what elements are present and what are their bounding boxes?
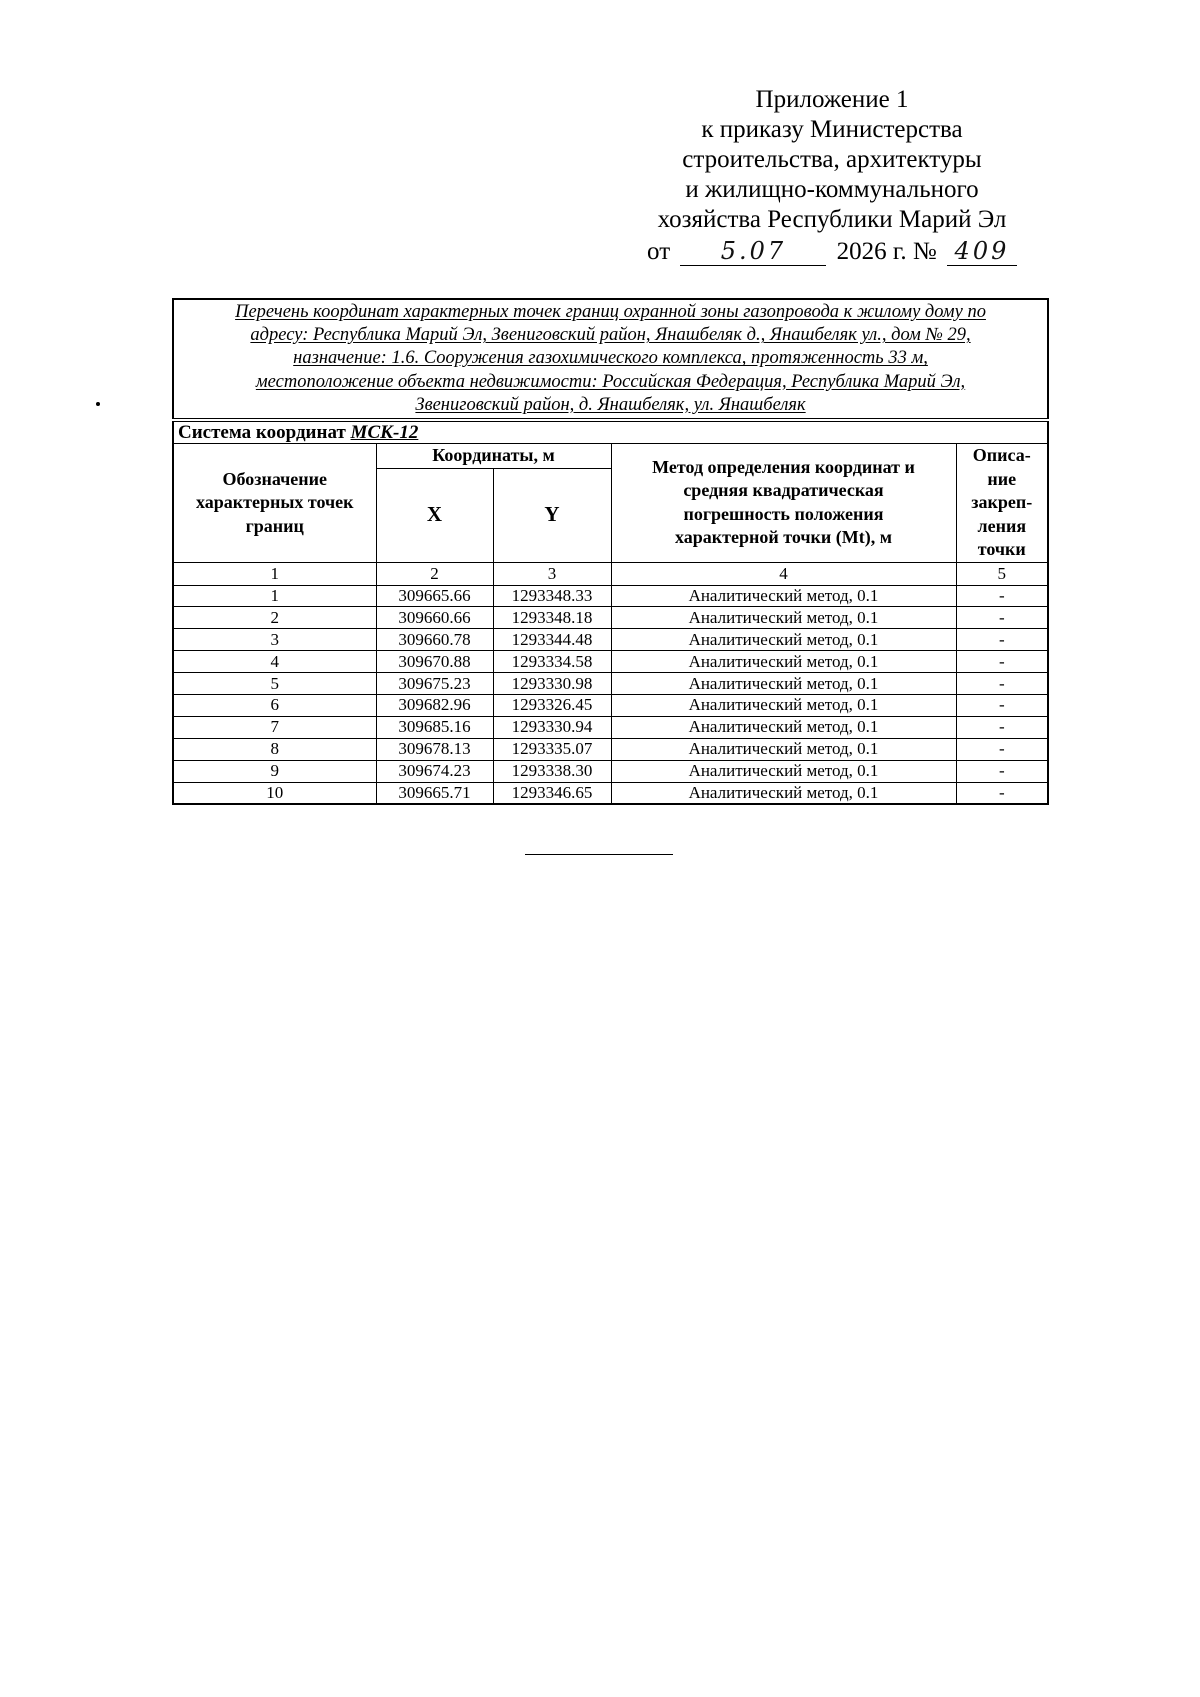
header-line: погрешность положения [683,503,884,524]
cell-x: 309660.78 [376,629,493,651]
column-number: 2 [376,562,493,585]
cell-x: 309665.71 [376,782,493,804]
table-row [173,673,1048,695]
cell-y: 1293335.07 [493,738,611,760]
scan-mark [96,402,100,406]
points-table-body [173,585,1048,804]
cell-y: 1293338.30 [493,760,611,782]
column-number: 1 [173,562,376,585]
table-row [173,629,1048,651]
header-y: Y [493,468,611,562]
table-row [173,607,1048,629]
table-row [173,782,1048,804]
table-row [173,585,1048,607]
cell-description: - [956,716,1048,738]
header-row [173,444,1048,469]
cell-x: 309678.13 [376,738,493,760]
cell-y: 1293346.65 [493,782,611,804]
cell-point: 10 [173,782,376,804]
cell-method: Аналитический метод, 0.1 [611,585,956,607]
cell-method: Аналитический метод, 0.1 [611,716,956,738]
cell-point: 7 [173,716,376,738]
cell-x: 309665.66 [376,585,493,607]
cell-description: - [956,760,1048,782]
cell-point: 5 [173,673,376,695]
table-title-line: Перечень координат характерных точек границ охранной зоны газопровода к жилому дому по [235,302,986,322]
table-title-line: назначение: 1.6. Сооружения газохимического комплекса, протяженность 33 м, [293,348,928,369]
cell-point: 4 [173,651,376,673]
header-line: Метод определения координат и [652,456,915,477]
header-line: ления [977,515,1027,536]
year-number-label: 2026 г. № [836,238,937,265]
cell-method: Аналитический метод, 0.1 [611,651,956,673]
cell-description: - [956,694,1048,716]
cell-x: 309685.16 [376,716,493,738]
coordinate-system-value: МСК-12 [350,422,419,444]
cell-x: 309674.23 [376,760,493,782]
header-line: характерной точки (Mt), м [675,527,892,548]
cell-method: Аналитический метод, 0.1 [611,629,956,651]
coordinate-system-row [173,420,1048,444]
date-prefix: от [647,238,671,265]
cell-point: 3 [173,629,376,651]
cell-x: 309660.66 [376,607,493,629]
column-number: 3 [493,562,611,585]
cell-method: Аналитический метод, 0.1 [611,694,956,716]
cell-description: - [956,629,1048,651]
cell-point: 6 [173,694,376,716]
header-line: Описа- [972,445,1031,466]
table-title [173,299,1048,420]
cell-x: 309670.88 [376,651,493,673]
header-line: ние [987,468,1017,489]
header-line: точки [977,539,1026,560]
cell-method: Аналитический метод, 0.1 [611,760,956,782]
cell-y: 1293326.45 [493,694,611,716]
handwritten-date: 5.07 [720,237,787,265]
coordinate-system-label: Система координат [178,422,346,444]
cell-description: - [956,607,1048,629]
cell-x: 309675.23 [376,673,493,695]
appendix-title: Приложение 1 [755,86,909,113]
appendix-header [600,85,1064,267]
cell-point: 8 [173,738,376,760]
cell-y: 1293334.58 [493,651,611,673]
number-blank [947,238,1017,266]
column-number: 5 [956,562,1048,585]
appendix-ministry-line-1: строительства, архитектуры [682,146,982,173]
cell-point: 9 [173,760,376,782]
cell-description: - [956,651,1048,673]
appendix-order-line: к приказу Министерства [701,116,963,143]
header-line: границ [245,515,304,536]
header-line: средняя квадратическая [683,480,884,501]
table-row [173,760,1048,782]
table-title-row [173,299,1048,420]
cell-y: 1293330.98 [493,673,611,695]
header-coordinates: Координаты, м [376,444,611,469]
cell-method: Аналитический метод, 0.1 [611,782,956,804]
cell-method: Аналитический метод, 0.1 [611,607,956,629]
cell-point: 1 [173,585,376,607]
cell-method: Аналитический метод, 0.1 [611,673,956,695]
end-rule [525,854,673,855]
cell-y: 1293344.48 [493,629,611,651]
header-line: Обозначение [222,468,328,489]
coordinates-table [172,298,1049,805]
cell-x: 309682.96 [376,694,493,716]
column-number-row [173,562,1048,585]
table-row [173,694,1048,716]
table-title-line: адресу: Республика Марий Эл, Звениговский район, Янашбеляк д., Янашбеляк ул., дом № 29, [250,325,971,346]
header-method [611,444,956,563]
table-title-line: Звениговский район, д. Янашбеляк, ул. Янашбеляк [415,394,806,415]
header-line: закреп- [971,492,1033,513]
table-title-line: местоположение объекта недвижимости: Российская Федерация, Республика Марий Эл, [255,371,966,392]
cell-description: - [956,738,1048,760]
header-description [956,444,1048,563]
appendix-ministry-line-3: хозяйства Республики Марий Эл [657,206,1007,233]
header-x: X [376,468,493,562]
cell-point: 2 [173,607,376,629]
cell-y: 1293330.94 [493,716,611,738]
cell-description: - [956,782,1048,804]
appendix-ministry-line-2: и жилищно-коммунального [685,176,979,203]
date-blank [680,238,826,266]
table-row [173,716,1048,738]
header-point-designation [173,444,376,563]
cell-description: - [956,673,1048,695]
column-number: 4 [611,562,956,585]
cell-y: 1293348.18 [493,607,611,629]
header-line: характерных точек [195,492,354,513]
table-row [173,651,1048,673]
cell-y: 1293348.33 [493,585,611,607]
table-row [173,738,1048,760]
order-date-line [600,237,1064,267]
cell-description: - [956,585,1048,607]
cell-method: Аналитический метод, 0.1 [611,738,956,760]
handwritten-number: 409 [954,237,1010,265]
coordinate-system-cell [173,420,1048,444]
